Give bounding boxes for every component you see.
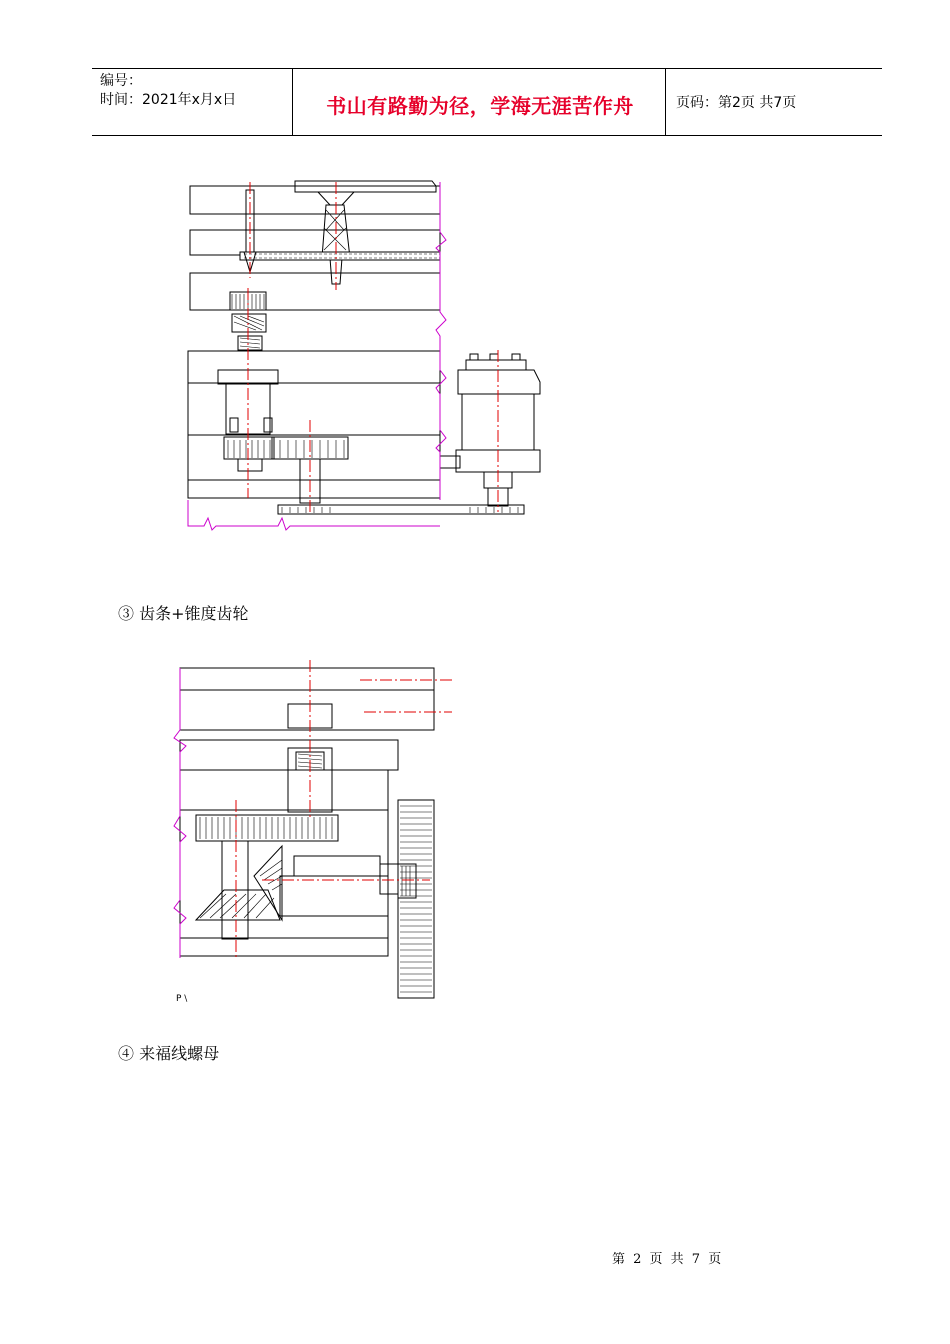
header-time-label: 时间：2021年x月x日 (100, 92, 237, 108)
page-footer: 第 2 页 共 7 页 (612, 1252, 724, 1267)
section3-caption: ③ 齿条+锥度齿轮 (118, 604, 249, 623)
drawing-corner-mark: P \ (176, 994, 188, 1004)
header-page-label: 页码：第2页 共7页 (676, 95, 797, 111)
header-number-label: 编号： (100, 73, 142, 89)
header-motto: 书山有路勤为径，学海无涯苦作舟 (326, 94, 634, 118)
section4-caption: ④ 来福线螺母 (118, 1044, 220, 1063)
